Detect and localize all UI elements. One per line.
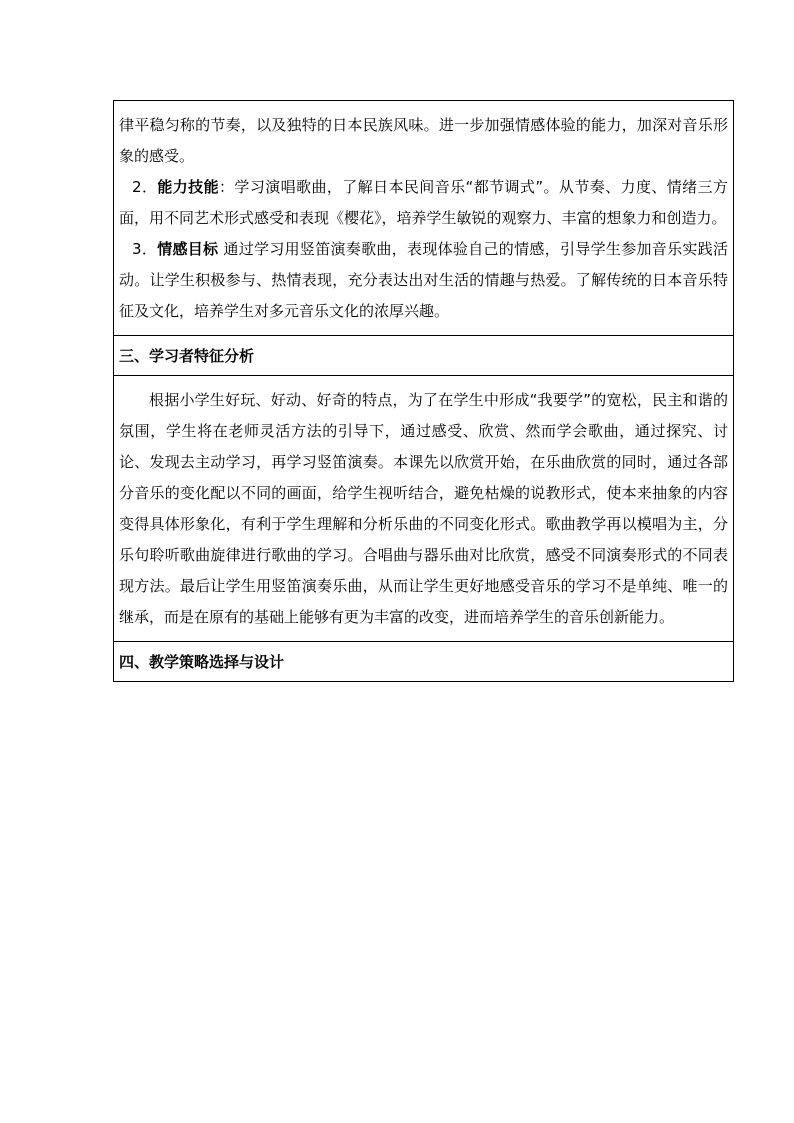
table-row-objectives bbox=[114, 101, 734, 336]
objective-emotional-text: 通过学习用竖笛演奏歌曲，表现体验自己的情感，引导学生参加音乐实践活动。让学生积极参与、热情表现，充分表达出对生活的情趣与热爱。了解传统的日本音乐特征及文化，培养学生对多元音乐文化的浓厚兴趣。 bbox=[119, 240, 728, 320]
objective-ability-label: 能力技能 bbox=[157, 178, 219, 196]
table-row-learner-heading bbox=[114, 336, 734, 376]
learner-analysis-cell bbox=[114, 376, 734, 642]
learner-analysis-text: 根据小学生好玩、好动、好奇的特点，为了在学生中形成“我要学”的宽松，民主和谐的氛围，学生将在老师灵活方法的引导下，通过感受、欣赏、然而学会歌曲，通过探究、讨论、发现去主动学习，再学习竖笛演奏。本课先以欣赏开始，在乐曲欣赏的同时，通过各部分音乐的变化配以不同的画面，给学生视听结合，避免枯燥的说教形式，使本来抽象的内容变得具体形象化，有利于学生理解和分析乐曲的不同变化形式。歌曲教学再以模唱为主，分乐句聆听歌曲旋律进行歌曲的学习。合唱曲与器乐曲对比欣赏，感受不同演奏形式的不同表现方法。最后让学生用竖笛演奏乐曲，从而让学生更好地感受音乐的学习不是单纯、唯一的继承，而是在原有的基础上能够有更为丰富的改变，进而培养学生的音乐创新能力。 bbox=[119, 391, 728, 626]
objective-continuation: 律平稳匀称的节奏，以及独特的日本民族风味。进一步加强情感体验的能力，加深对音乐形象的感受。 bbox=[119, 116, 728, 165]
objectives-cell bbox=[114, 101, 734, 336]
objective-ability-skills bbox=[119, 172, 728, 234]
objective-emotional-number: 3． bbox=[132, 240, 158, 258]
objective-emotional-label: 情感目标 bbox=[157, 240, 219, 258]
section-heading-learner-analysis: 三、学习者特征分析 bbox=[114, 336, 734, 376]
objective-ability-text: ：学习演唱歌曲，了解日本民间音乐“都节调式”。从节奏、力度、情绪三方面，用不同艺术形式感受和表现《樱花》，培养学生敏锐的观察力、丰富的想象力和创造力。 bbox=[119, 178, 728, 227]
table-row-learner-body bbox=[114, 376, 734, 642]
table-row-strategy-heading bbox=[114, 642, 734, 682]
lesson-plan-table bbox=[113, 100, 734, 682]
objective-ability-number: 2． bbox=[132, 178, 158, 196]
objective-emotional bbox=[119, 234, 728, 327]
section-heading-teaching-strategy: 四、教学策略选择与设计 bbox=[114, 642, 734, 682]
